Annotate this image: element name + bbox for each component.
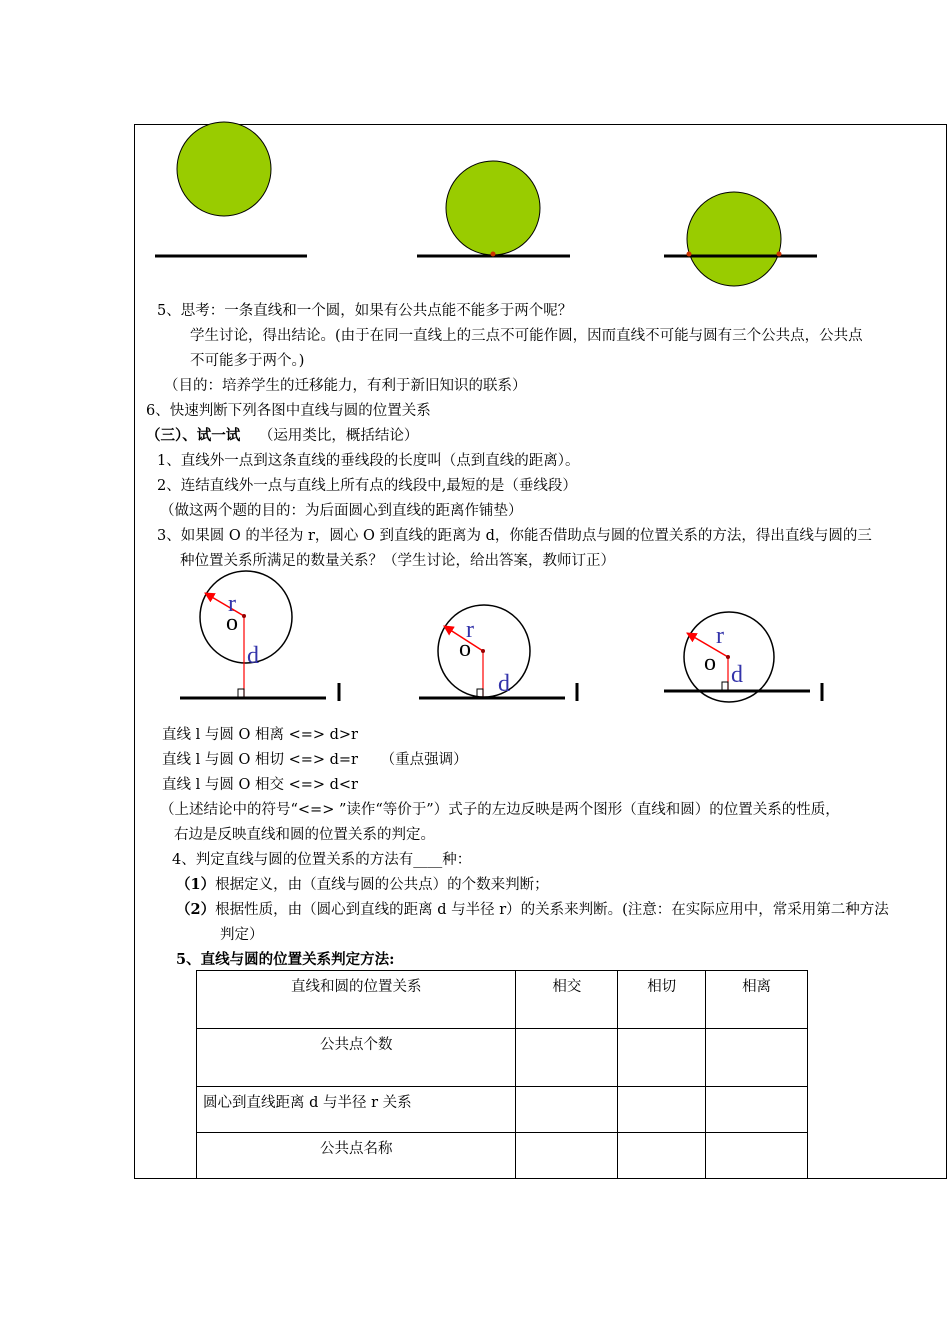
relation-tangent-note: （重点强调） [380, 752, 468, 768]
judgement-table [196, 970, 808, 1179]
row-label-distance-radius: 圆心到直线距离 d 与半径 r 关系 [197, 1087, 516, 1133]
discussion-line-1: 学生讨论，得出结论。(由于在同一直线上的三点不可能作圆，因而直线不可能与圆有三个公共点，公共点 [190, 328, 863, 344]
center-separate [242, 614, 246, 618]
table-cell [706, 1087, 808, 1133]
question-2-purpose: （做这两个题的目的：为后面圆心到直线的距离作铺垫） [160, 503, 523, 519]
label-d-separate: d [247, 643, 259, 669]
label-o-tangent: o [459, 636, 471, 662]
question-1: 1、直线外一点到这条直线的垂线段的长度叫（点到直线的距离）。 [157, 453, 580, 469]
table-row [197, 1087, 808, 1133]
method-1 [176, 875, 549, 895]
right-angle-tangent [477, 689, 483, 697]
method-2-number: （2） [176, 901, 216, 918]
try-heading-note: （运用类比，概括结论） [258, 428, 419, 444]
question-3-line-1: 3、如果圆 O 的半径为 r，圆心 O 到直线的距离为 d，你能否借助点与圆的位置关系的方法，得出直线与圆的三 [157, 528, 872, 544]
label-d-tangent: d [498, 671, 510, 697]
label-r-tangent: r [466, 617, 474, 643]
question-2: 2、连结直线外一点与直线上所有点的线段中,最短的是（垂线段） [157, 478, 577, 494]
table-cell [706, 1029, 808, 1087]
label-d-intersect: d [731, 662, 743, 688]
table-row [197, 1029, 808, 1087]
explain-line-1: （上述结论中的符号“<=> ”读作“等价于”）式子的左边反映是两个图形（直线和圆）的位置关系的性质， [160, 802, 840, 818]
method-2-continuation: 判定） [220, 927, 264, 943]
thinking-question: 5、思考：一条直线和一个圆，如果有公共点能不能多于两个呢？ [157, 303, 573, 319]
relation-intersect: 直线 l 与圆 O 相交 <=> d<r [162, 777, 358, 793]
table-cell [618, 1133, 706, 1179]
header-tangent: 相切 [618, 971, 706, 1029]
table-cell [516, 1029, 618, 1087]
table-row [197, 1133, 808, 1179]
table-cell [516, 1087, 618, 1133]
center-tangent [481, 649, 485, 653]
table-cell [706, 1133, 808, 1179]
method-1-number: （1） [176, 876, 216, 893]
row-label-point-name: 公共点名称 [197, 1133, 516, 1179]
relation-separate: 直线 l 与圆 O 相离 <=> d>r [162, 727, 358, 743]
center-intersect [726, 655, 730, 659]
right-angle-separate [238, 689, 244, 697]
header-relation: 直线和圆的位置关系 [197, 971, 516, 1029]
method-2-text: 根据性质，由（圆心到直线的距离 d 与半径 r）的关系来判断。(注意：在实际应用中，常采用第二种方法 [215, 902, 889, 918]
label-o-separate: o [226, 610, 238, 636]
row-label-common-points: 公共点个数 [197, 1029, 516, 1087]
question-3-line-2: 种位置关系所满足的数量关系？（学生讨论，给出答案，教师订正） [180, 553, 615, 569]
method-1-text: 根据定义，由（直线与圆的公共点）的个数来判断； [215, 877, 549, 893]
quick-judge-title: 6、快速判断下列各图中直线与圆的位置关系 [146, 403, 431, 419]
circle-separate [200, 571, 292, 663]
discussion-line-2: 不可能多于两个。) [190, 353, 305, 369]
label-r-intersect: r [716, 623, 724, 649]
label-o-intersect: o [704, 650, 716, 676]
method-2 [176, 900, 889, 920]
table-cell [516, 1133, 618, 1179]
header-intersect: 相交 [516, 971, 618, 1029]
try-heading: （三）、试一试 [146, 427, 241, 444]
table-cell [618, 1087, 706, 1133]
explain-line-2: 右边是反映直线和圆的位置关系的判定。 [174, 827, 435, 843]
label-r-separate: r [228, 591, 236, 617]
table-cell [618, 1029, 706, 1087]
right-angle-intersect [722, 682, 728, 690]
diagram-separate [180, 571, 339, 701]
diagram-intersect [664, 612, 822, 702]
methods-title: 4、判定直线与圆的位置关系的方法有____种： [172, 852, 472, 868]
judge-method-title: 5、直线与圆的位置关系判定方法: [176, 951, 395, 968]
relation-tangent-line [162, 750, 468, 770]
purpose-text: （目的：培养学生的迁移能力，有利于新旧知识的联系） [164, 378, 527, 394]
radius-separate [205, 593, 244, 616]
diagram-tangent [419, 605, 577, 701]
table-header-row [197, 971, 808, 1029]
relation-tangent: 直线 l 与圆 O 相切 <=> d=r [162, 752, 358, 768]
header-separate: 相离 [706, 971, 808, 1029]
